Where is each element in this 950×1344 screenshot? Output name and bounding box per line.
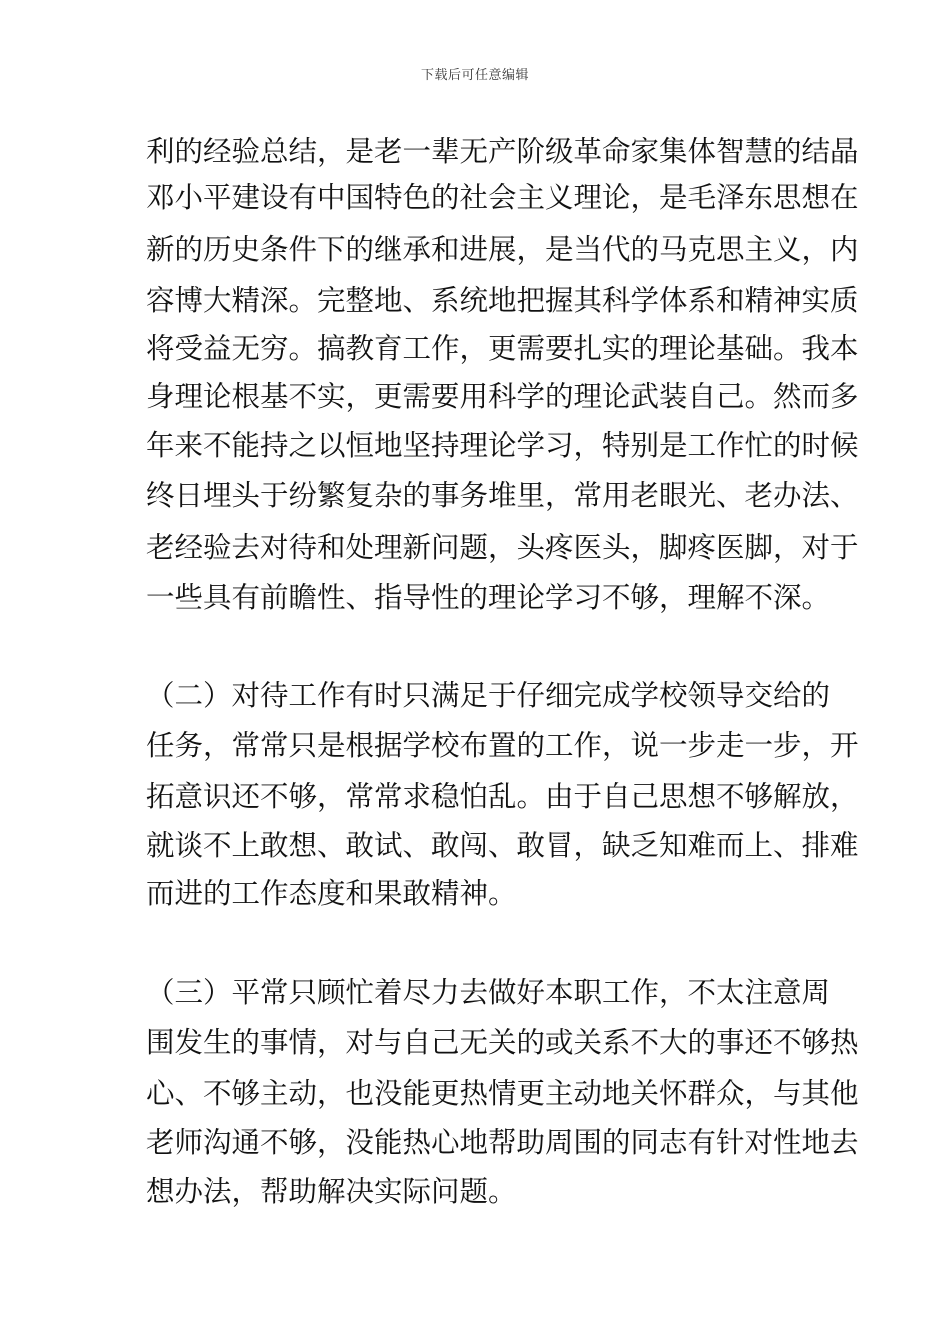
text-line: 拓意识还不够，常常求稳怕乱。由于自己思想不够解放， — [146, 780, 859, 813]
text-line: 容博大精深。完整地、系统地把握其科学体系和精神实质 — [146, 284, 859, 317]
text-line: 老经验去对待和处理新问题，头疼医头，脚疼医脚，对于 — [146, 531, 859, 564]
text-line: 新的历史条件下的继承和进展，是当代的马克思主义，内 — [146, 233, 859, 266]
text-line: （二）对待工作有时只满足于仔细完成学校领导交给的 — [146, 679, 831, 712]
text-line: 任务，常常只是根据学校布置的工作，说一步走一步，开 — [146, 729, 859, 762]
text-line: 而进的工作态度和果敢精神。 — [146, 877, 517, 910]
text-line: 围发生的事情，对与自己无关的或关系不大的事还不够热 — [146, 1026, 859, 1059]
text-line: 将受益无穷。搞教育工作，更需要扎实的理论基础。我本 — [146, 332, 859, 365]
text-line: 心、不够主动，也没能更热情更主动地关怀群众，与其他 — [146, 1077, 859, 1110]
text-line: 利的经验总结，是老一辈无产阶级革命家集体智慧的结晶 — [146, 135, 859, 168]
text-line: 身理论根基不实，更需要用科学的理论武装自己。然而多 — [146, 380, 859, 413]
text-line: 想办法，帮助解决实际问题。 — [146, 1175, 517, 1208]
text-line: 就谈不上敢想、敢试、敢闯、敢冒，缺乏知难而上、排难 — [146, 829, 859, 862]
text-line: 终日埋头于纷繁复杂的事务堆里，常用老眼光、老办法、 — [146, 479, 859, 512]
text-line: 老师沟通不够，没能热心地帮助周围的同志有针对性地去 — [146, 1126, 859, 1159]
page-header: 下载后可任意编辑 — [420, 68, 529, 83]
text-line: （三）平常只顾忙着尽力去做好本职工作，不太注意周 — [146, 976, 831, 1009]
text-line: 年来不能持之以恒地坚持理论学习，特别是工作忙的时候 — [146, 429, 859, 462]
text-line: 一些具有前瞻性、指导性的理论学习不够，理解不深。 — [146, 581, 831, 614]
text-line: 邓小平建设有中国特色的社会主义理论，是毛泽东思想在 — [146, 181, 859, 214]
